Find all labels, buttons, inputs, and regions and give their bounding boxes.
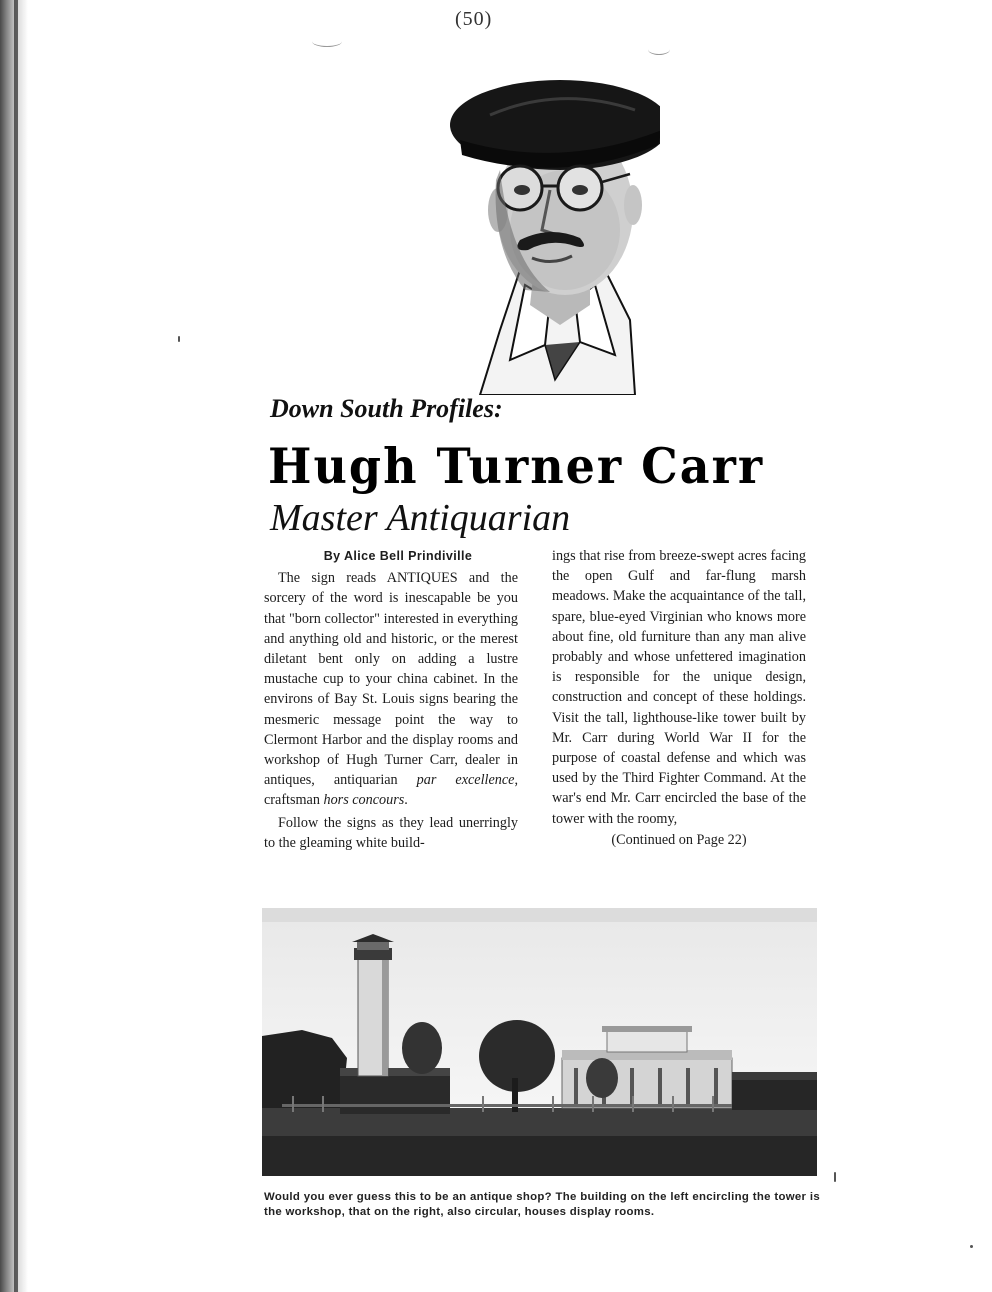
paragraph-text: The sign reads ANTIQUES and the sorcery of the word is inescapable be you that "born collector" interested in everything and anything old and historic, or the merest diletant bent only on adding a lustre mustache cup to your china cabinet. In the environs of Bay St. Louis signs bearing the mesmeric message point the way to Clermont Harbor and the display rooms and workshop of Hugh Turner Carr, dealer in antiques, antiquarian xyxy=(264,570,518,789)
portrait-photo xyxy=(430,70,660,395)
article-column-left xyxy=(264,546,518,853)
series-title: Down South Profiles: xyxy=(270,394,503,423)
article-headline: Hugh Turner Carr xyxy=(268,438,765,495)
paragraph: Follow the signs as they lead unerringly to the gleaming white build- xyxy=(264,814,518,851)
paragraph-text: . xyxy=(404,792,408,809)
continued-note: (Continued on Page 22) xyxy=(611,831,747,848)
photo-caption: Would you ever guess this to be an antique shop? The building on the left encircling the tower is the workshop, that on the right, also circular, houses display rooms. xyxy=(264,1191,820,1218)
paragraph-text: , craftsman xyxy=(264,772,518,809)
article-column-right xyxy=(552,546,806,850)
scan-smudge xyxy=(312,36,342,47)
article-subtitle: Master Antiquarian xyxy=(270,497,571,539)
scan-speck xyxy=(834,1172,836,1182)
page-number: (50) xyxy=(455,8,493,30)
scan-smudge xyxy=(648,44,670,55)
italic-phrase: par excellence xyxy=(416,772,515,789)
scan-speck xyxy=(970,1245,973,1248)
antique-shop-photo xyxy=(262,908,817,1176)
scan-speck xyxy=(178,336,180,342)
byline: By Alice Bell Prindiville xyxy=(323,549,473,563)
binding-line xyxy=(14,0,18,1292)
italic-phrase: hors concours xyxy=(323,792,405,809)
paragraph xyxy=(264,568,518,810)
paragraph: ings that rise from breeze-swept acres facing the open Gulf and far-flung marsh meadows. Make the acquaintance of the tall, spare, blue-eyed Virginian who knows more about fine, old furniture than any man alive probably and whose unfettered imagination is responsible for the unique design, construction and concept of these holdings. Visit the tall, lighthouse-like tower built by Mr. Carr during World War II for the purpose of coastal defense and which was used by the Third Fighter Command. At the war's end Mr. Carr encircled the base of the tower with the roomy, xyxy=(552,548,806,827)
